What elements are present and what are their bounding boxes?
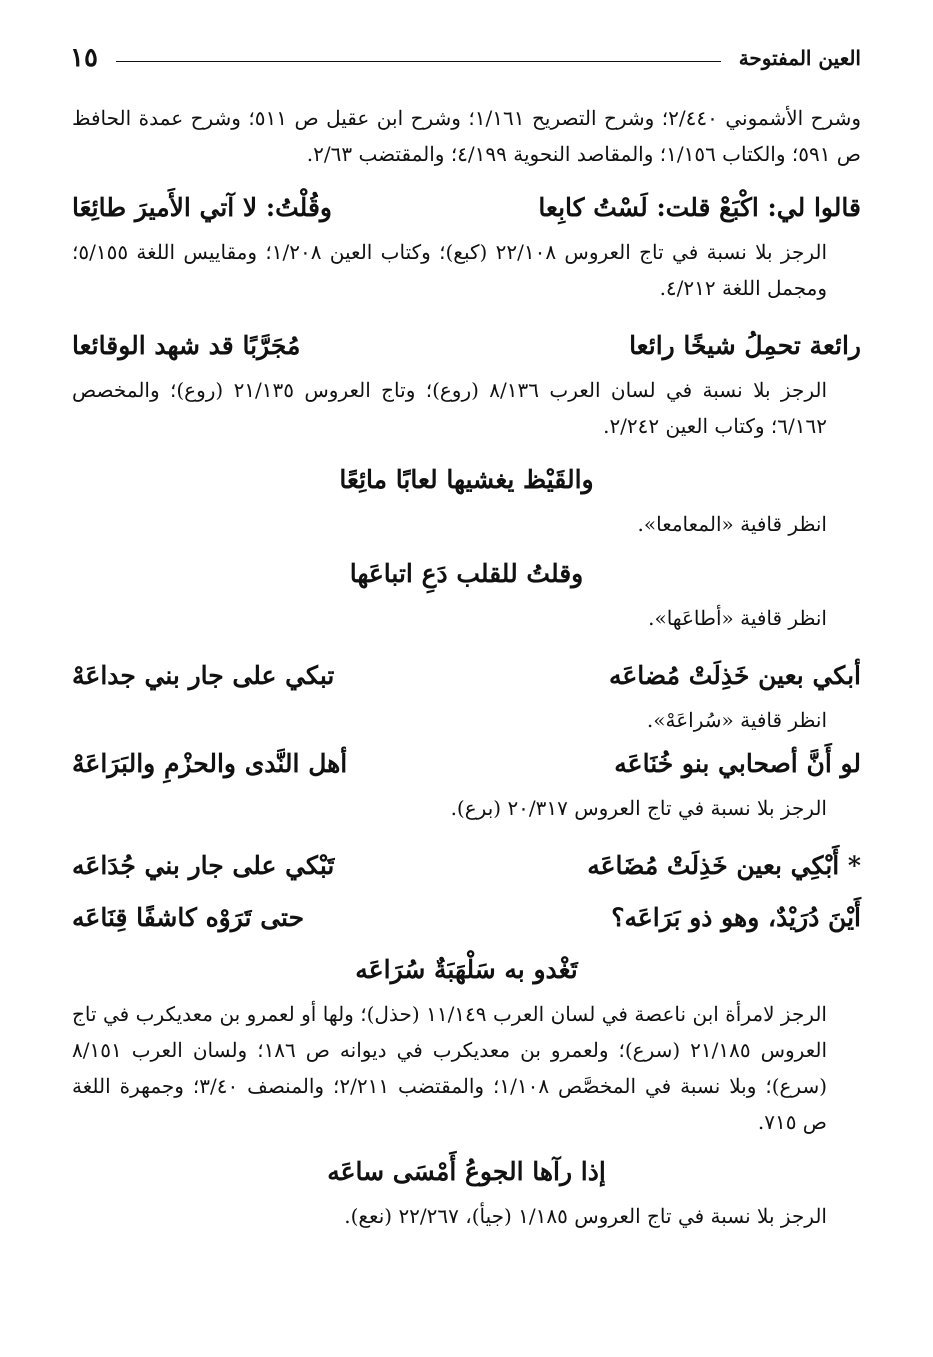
verse-second-hemistich: وقُلْتُ: لا آتي الأَميرَ طائِعَا	[72, 193, 332, 222]
verse-single: تَغْدو به سَلْهَبَةٌ سُرَاعَه	[355, 955, 578, 984]
verse-single: والقَيْظ يغشيها لعابًا مائِعًا	[339, 465, 594, 494]
page-body	[72, 100, 861, 1234]
verse-single: إذا رآها الجوعُ أَمْسَى ساعَه	[327, 1157, 606, 1186]
verse-first-hemistich: قالوا لي: اكْبَعْ قلت: لَسْتُ كابِعا	[538, 193, 861, 222]
verse-couplet	[72, 892, 861, 944]
page-number: ١٥	[70, 43, 98, 73]
header-rule	[116, 61, 721, 62]
verse-couplet	[72, 182, 861, 234]
cross-reference-note: انظر قافية «المعامعا».	[637, 512, 827, 536]
citation-paragraph: الرجز لامرأة ابن ناعصة في لسان العرب ١١/١٤٩ (حذل)؛ ولها أو لعمرو بن معديكرب في تاج العروس ٢١/١٨٥ (سرع)؛ ولعمرو بن معديكرب في ديوانه ص ١٨٦؛ ولسان العرب ٨/١٥١ (سرع)؛ وبلا نسبة في المخصَّص ١/١٠٨؛ والمقتضب ٢/٢١١؛ والمنصف ٣/٤٠؛ وجمهرة اللغة ص ٧١٥.	[72, 1002, 828, 1134]
verse-first-hemistich: أبكي بعين خَذِلَتْ مُضاعَه	[608, 661, 861, 690]
running-title: العين المفتوحة	[738, 46, 861, 70]
verse-second-hemistich: أهل النَّدى والحزْمِ والبَرَاعَهْ	[72, 749, 348, 778]
page-header	[70, 38, 861, 78]
citation-paragraph: الرجز بلا نسبة في لسان العرب ٨/١٣٦ (روع)؛ وتاج العروس ٢١/١٣٥ (روع)؛ والمخصص ٦/١٦٢؛ وكتاب العين ٢/٢٤٢.	[72, 378, 828, 438]
verse-second-hemistich: حتى تَرَوْه كاشفًا قِنَاعَه	[72, 903, 305, 932]
citation-paragraph: وشرح الأشموني ٢/٤٤٠؛ وشرح التصريح ١/١٦١؛ وشرح ابن عقيل ص ٥١١؛ وشرح عمدة الحافظ ص ٥٩١؛ والكتاب ١/١٥٦؛ والمقاصد النحوية ٤/١٩٩؛ والمقتضب ٢/٦٣.	[72, 106, 862, 166]
verse-second-hemistich: تبكي على جار بني جداعَهْ	[72, 661, 335, 690]
verse-second-hemistich: تَبْكي على جار بني جُدَاعَه	[72, 851, 335, 880]
verse-single: وقلتُ للقلب دَعِ اتباعَها	[349, 559, 584, 588]
citation-paragraph: الرجز بلا نسبة في تاج العروس ٢٢/١٠٨ (كبع)؛ وكتاب العين ١/٢٠٨؛ ومقاييس اللغة ٥/١٥٥؛ ومجمل اللغة ٤/٢١٢.	[72, 240, 828, 300]
verse-couplet	[72, 320, 861, 372]
citation-paragraph: الرجز بلا نسبة في تاج العروس ٢٠/٣١٧ (برع).	[450, 796, 827, 820]
verse-first-hemistich: أَيْنَ دُرَيْدٌ، وهو ذو بَرَاعَه؟	[611, 903, 861, 932]
verse-couplet	[72, 840, 861, 892]
verse-second-hemistich: مُجَرَّبًا قد شهد الوقائعا	[72, 331, 301, 360]
cross-reference-note: انظر قافية «سُراعَهْ».	[646, 708, 827, 732]
citation-paragraph: الرجز بلا نسبة في تاج العروس ١/١٨٥ (جيأ)، ٢٢/٢٦٧ (نعع).	[344, 1204, 827, 1228]
cross-reference-note: انظر قافية «أطاعَها».	[648, 606, 827, 630]
verse-couplet	[72, 738, 861, 790]
verse-first-hemistich: لو أَنَّ أصحابي بنو خُنَاعَه	[614, 749, 861, 778]
verse-first-hemistich: رائعة تحمِلُ شيخًا رائعا	[629, 331, 861, 360]
verse-couplet	[72, 650, 861, 702]
verse-first-hemistich: * أَبْكِي بعين خَذِلَتْ مُضَاعَه	[587, 851, 861, 880]
